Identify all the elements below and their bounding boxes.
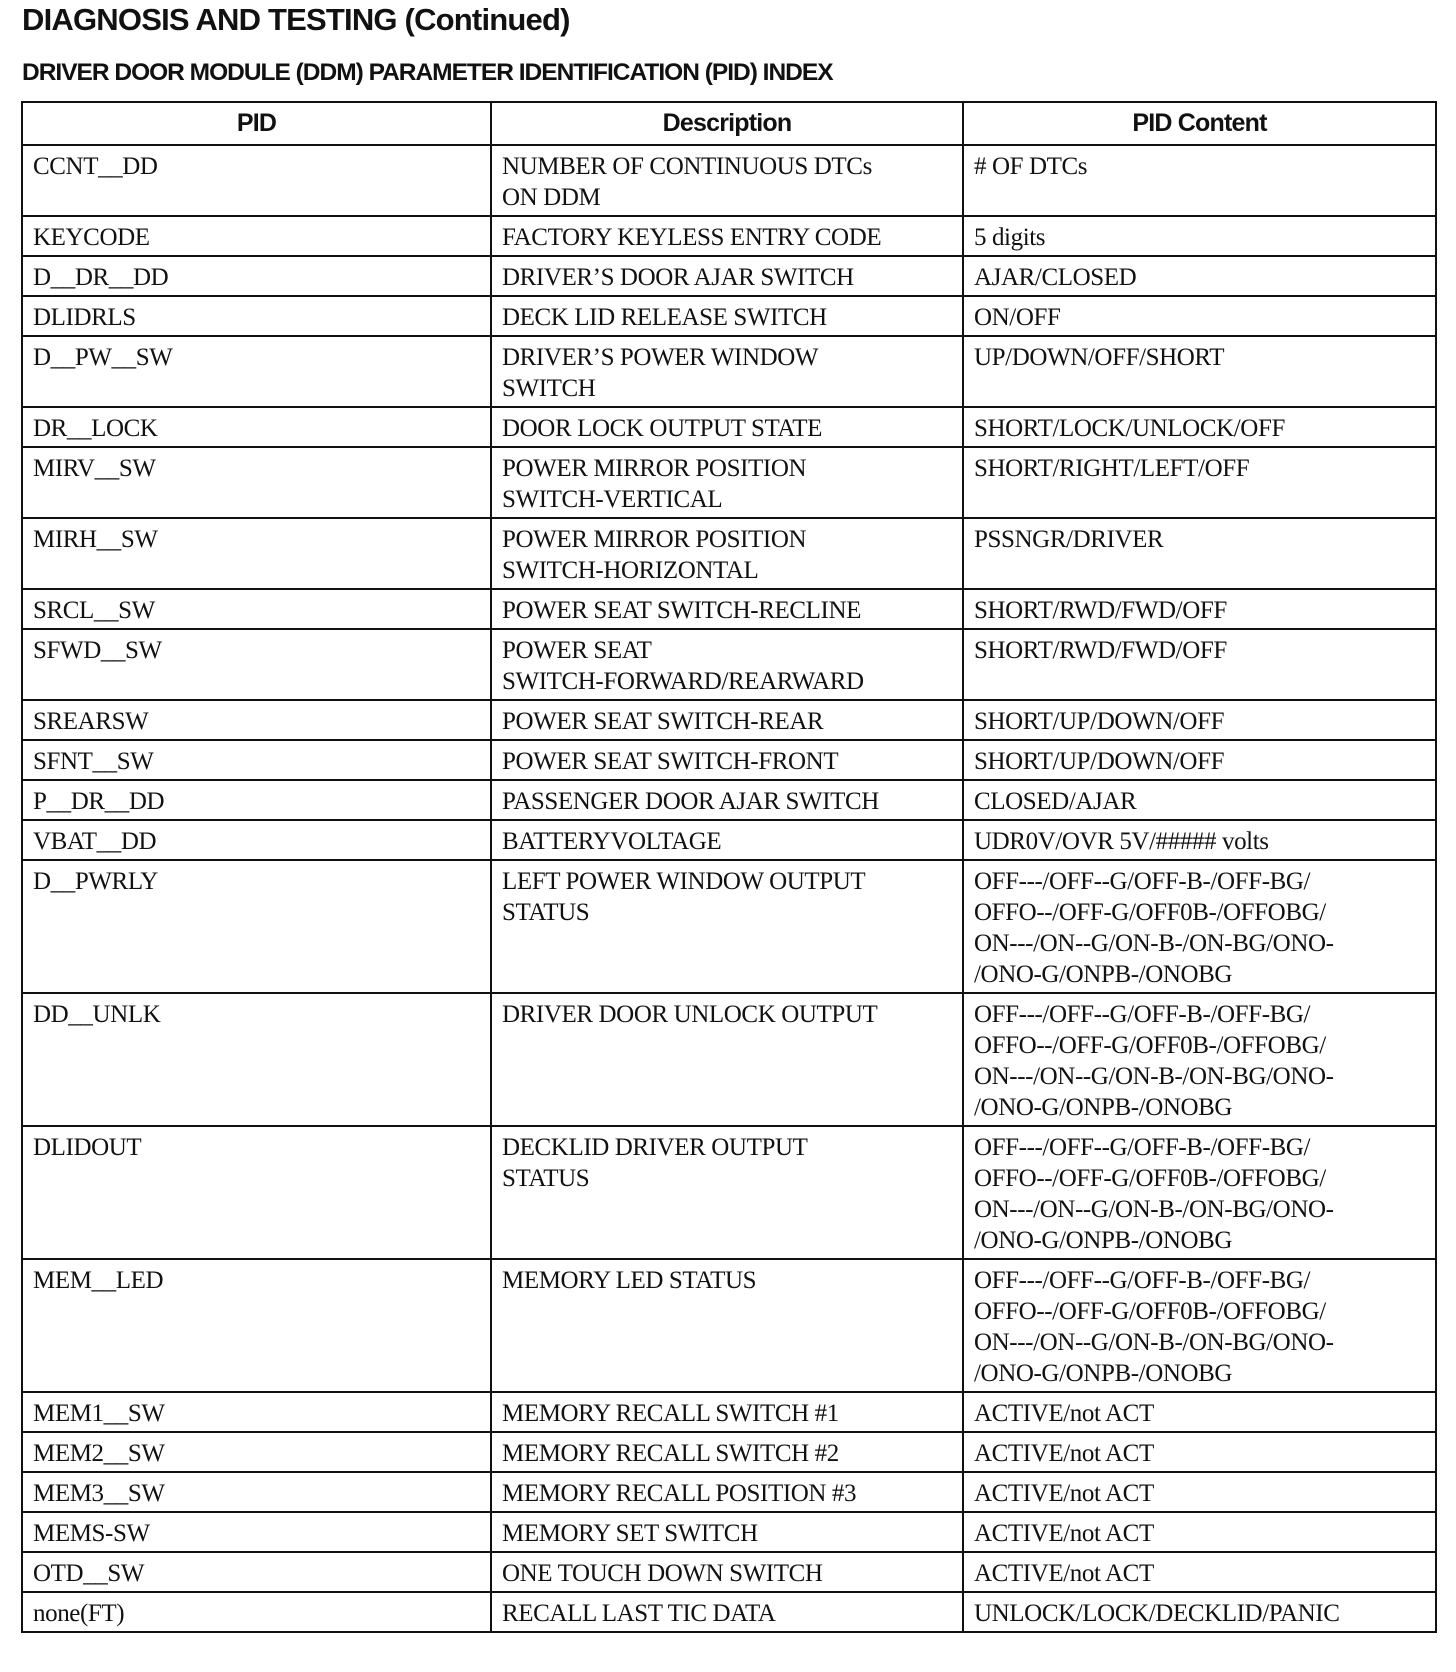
table-row bbox=[22, 256, 1436, 296]
description-cell: NUMBER OF CONTINUOUS DTCs ON DDM bbox=[491, 145, 963, 216]
description-cell: MEMORY RECALL POSITION #3 bbox=[491, 1472, 963, 1512]
pid-cell: SFNT__SW bbox=[22, 740, 491, 780]
description-cell: FACTORY KEYLESS ENTRY CODE bbox=[491, 216, 963, 256]
pid-content-cell: OFF---/OFF--G/OFF-B-/OFF-BG/ OFFO--/OFF-G/OFF0B-/OFFOBG/ ON---/ON--G/ON-B-/ON-BG/ONO- /ONO-G/ONPB-/ONOBG bbox=[963, 1126, 1436, 1259]
pid-content-cell: UDR0V/OVR 5V/##### volts bbox=[963, 820, 1436, 860]
description-cell: DECK LID RELEASE SWITCH bbox=[491, 296, 963, 336]
pid-content-cell: SHORT/RWD/FWD/OFF bbox=[963, 589, 1436, 629]
table-row bbox=[22, 216, 1436, 256]
description-cell: MEMORY SET SWITCH bbox=[491, 1512, 963, 1552]
description-cell: DRIVER’S DOOR AJAR SWITCH bbox=[491, 256, 963, 296]
table-row bbox=[22, 1472, 1436, 1512]
table-row bbox=[22, 1552, 1436, 1592]
pid-content-cell: # OF DTCs bbox=[963, 145, 1436, 216]
description-cell: PASSENGER DOOR AJAR SWITCH bbox=[491, 780, 963, 820]
pid-cell: KEYCODE bbox=[22, 216, 491, 256]
table-row bbox=[22, 447, 1436, 518]
pid-content-cell: ACTIVE/not ACT bbox=[963, 1432, 1436, 1472]
pid-content-cell: 5 digits bbox=[963, 216, 1436, 256]
column-header-description: Description bbox=[491, 102, 963, 145]
pid-cell: P__DR__DD bbox=[22, 780, 491, 820]
table-row bbox=[22, 518, 1436, 589]
column-header-pid-content: PID Content bbox=[963, 102, 1436, 145]
pid-content-cell: OFF---/OFF--G/OFF-B-/OFF-BG/ OFFO--/OFF-G/OFF0B-/OFFOBG/ ON---/ON--G/ON-B-/ON-BG/ONO- /ONO-G/ONPB-/ONOBG bbox=[963, 1259, 1436, 1392]
description-cell: RECALL LAST TIC DATA bbox=[491, 1592, 963, 1632]
table-body bbox=[22, 145, 1436, 1632]
pid-cell: MEM3__SW bbox=[22, 1472, 491, 1512]
pid-cell: D__PW__SW bbox=[22, 336, 491, 407]
description-cell: POWER SEAT SWITCH-FRONT bbox=[491, 740, 963, 780]
table-row bbox=[22, 780, 1436, 820]
description-cell: MEMORY LED STATUS bbox=[491, 1259, 963, 1392]
header-row bbox=[22, 102, 1436, 145]
pid-cell: OTD__SW bbox=[22, 1552, 491, 1592]
pid-content-cell: CLOSED/AJAR bbox=[963, 780, 1436, 820]
table-row bbox=[22, 1512, 1436, 1552]
description-cell: POWER MIRROR POSITION SWITCH-HORIZONTAL bbox=[491, 518, 963, 589]
pid-content-cell: PSSNGR/DRIVER bbox=[963, 518, 1436, 589]
pid-content-cell: SHORT/RIGHT/LEFT/OFF bbox=[963, 447, 1436, 518]
description-cell: BATTERYVOLTAGE bbox=[491, 820, 963, 860]
table-row bbox=[22, 1392, 1436, 1432]
pid-cell: MEM__LED bbox=[22, 1259, 491, 1392]
table-row bbox=[22, 589, 1436, 629]
pid-content-cell: ACTIVE/not ACT bbox=[963, 1512, 1436, 1552]
pid-content-cell: SHORT/LOCK/UNLOCK/OFF bbox=[963, 407, 1436, 447]
table-row bbox=[22, 145, 1436, 216]
table-row bbox=[22, 740, 1436, 780]
table-row bbox=[22, 1592, 1436, 1632]
pid-content-cell: ACTIVE/not ACT bbox=[963, 1392, 1436, 1432]
pid-cell: SFWD__SW bbox=[22, 629, 491, 700]
pid-cell: SREARSW bbox=[22, 700, 491, 740]
pid-content-cell: UP/DOWN/OFF/SHORT bbox=[963, 336, 1436, 407]
pid-cell: SRCL__SW bbox=[22, 589, 491, 629]
table-row bbox=[22, 820, 1436, 860]
section-title: DRIVER DOOR MODULE (DDM) PARAMETER IDENTIFICATION (PID) INDEX bbox=[22, 59, 833, 86]
description-cell: POWER SEAT SWITCH-FORWARD/REARWARD bbox=[491, 629, 963, 700]
table-row bbox=[22, 336, 1436, 407]
table-header bbox=[22, 102, 1436, 145]
table-row bbox=[22, 1432, 1436, 1472]
page-title: DIAGNOSIS AND TESTING (Continued) bbox=[22, 2, 570, 37]
table-row bbox=[22, 407, 1436, 447]
pid-cell: MIRV__SW bbox=[22, 447, 491, 518]
description-cell: POWER MIRROR POSITION SWITCH-VERTICAL bbox=[491, 447, 963, 518]
pid-cell: MEM2__SW bbox=[22, 1432, 491, 1472]
pid-content-cell: AJAR/CLOSED bbox=[963, 256, 1436, 296]
pid-cell: DLIDOUT bbox=[22, 1126, 491, 1259]
description-cell: MEMORY RECALL SWITCH #2 bbox=[491, 1432, 963, 1472]
pid-cell: MEM1__SW bbox=[22, 1392, 491, 1432]
pid-cell: none(FT) bbox=[22, 1592, 491, 1632]
pid-content-cell: ACTIVE/not ACT bbox=[963, 1552, 1436, 1592]
table-row bbox=[22, 629, 1436, 700]
table-row bbox=[22, 1126, 1436, 1259]
pid-cell: DLIDRLS bbox=[22, 296, 491, 336]
description-cell: DOOR LOCK OUTPUT STATE bbox=[491, 407, 963, 447]
pid-content-cell: OFF---/OFF--G/OFF-B-/OFF-BG/ OFFO--/OFF-G/OFF0B-/OFFOBG/ ON---/ON--G/ON-B-/ON-BG/ONO- /ONO-G/ONPB-/ONOBG bbox=[963, 860, 1436, 993]
pid-cell: DR__LOCK bbox=[22, 407, 491, 447]
pid-cell: DD__UNLK bbox=[22, 993, 491, 1126]
pid-cell: VBAT__DD bbox=[22, 820, 491, 860]
pid-content-cell: SHORT/UP/DOWN/OFF bbox=[963, 740, 1436, 780]
description-cell: LEFT POWER WINDOW OUTPUT STATUS bbox=[491, 860, 963, 993]
pid-content-cell: ON/OFF bbox=[963, 296, 1436, 336]
column-header-pid: PID bbox=[22, 102, 491, 145]
description-cell: DRIVER’S POWER WINDOW SWITCH bbox=[491, 336, 963, 407]
pid-content-cell: ACTIVE/not ACT bbox=[963, 1472, 1436, 1512]
table-row bbox=[22, 296, 1436, 336]
pid-cell: D__PWRLY bbox=[22, 860, 491, 993]
description-cell: ONE TOUCH DOWN SWITCH bbox=[491, 1552, 963, 1592]
description-cell: DECKLID DRIVER OUTPUT STATUS bbox=[491, 1126, 963, 1259]
description-cell: POWER SEAT SWITCH-REAR bbox=[491, 700, 963, 740]
pid-content-cell: OFF---/OFF--G/OFF-B-/OFF-BG/ OFFO--/OFF-G/OFF0B-/OFFOBG/ ON---/ON--G/ON-B-/ON-BG/ONO- /ONO-G/ONPB-/ONOBG bbox=[963, 993, 1436, 1126]
table-row bbox=[22, 1259, 1436, 1392]
pid-content-cell: SHORT/UP/DOWN/OFF bbox=[963, 700, 1436, 740]
pid-content-cell: UNLOCK/LOCK/DECKLID/PANIC bbox=[963, 1592, 1436, 1632]
description-cell: MEMORY RECALL SWITCH #1 bbox=[491, 1392, 963, 1432]
description-cell: POWER SEAT SWITCH-RECLINE bbox=[491, 589, 963, 629]
pid-cell: D__DR__DD bbox=[22, 256, 491, 296]
description-cell: DRIVER DOOR UNLOCK OUTPUT bbox=[491, 993, 963, 1126]
pid-cell: CCNT__DD bbox=[22, 145, 491, 216]
table-row bbox=[22, 993, 1436, 1126]
pid-content-cell: SHORT/RWD/FWD/OFF bbox=[963, 629, 1436, 700]
table-row bbox=[22, 700, 1436, 740]
pid-cell: MIRH__SW bbox=[22, 518, 491, 589]
pid-cell: MEMS-SW bbox=[22, 1512, 491, 1552]
pid-index-table bbox=[21, 101, 1437, 1633]
table-row bbox=[22, 860, 1436, 993]
